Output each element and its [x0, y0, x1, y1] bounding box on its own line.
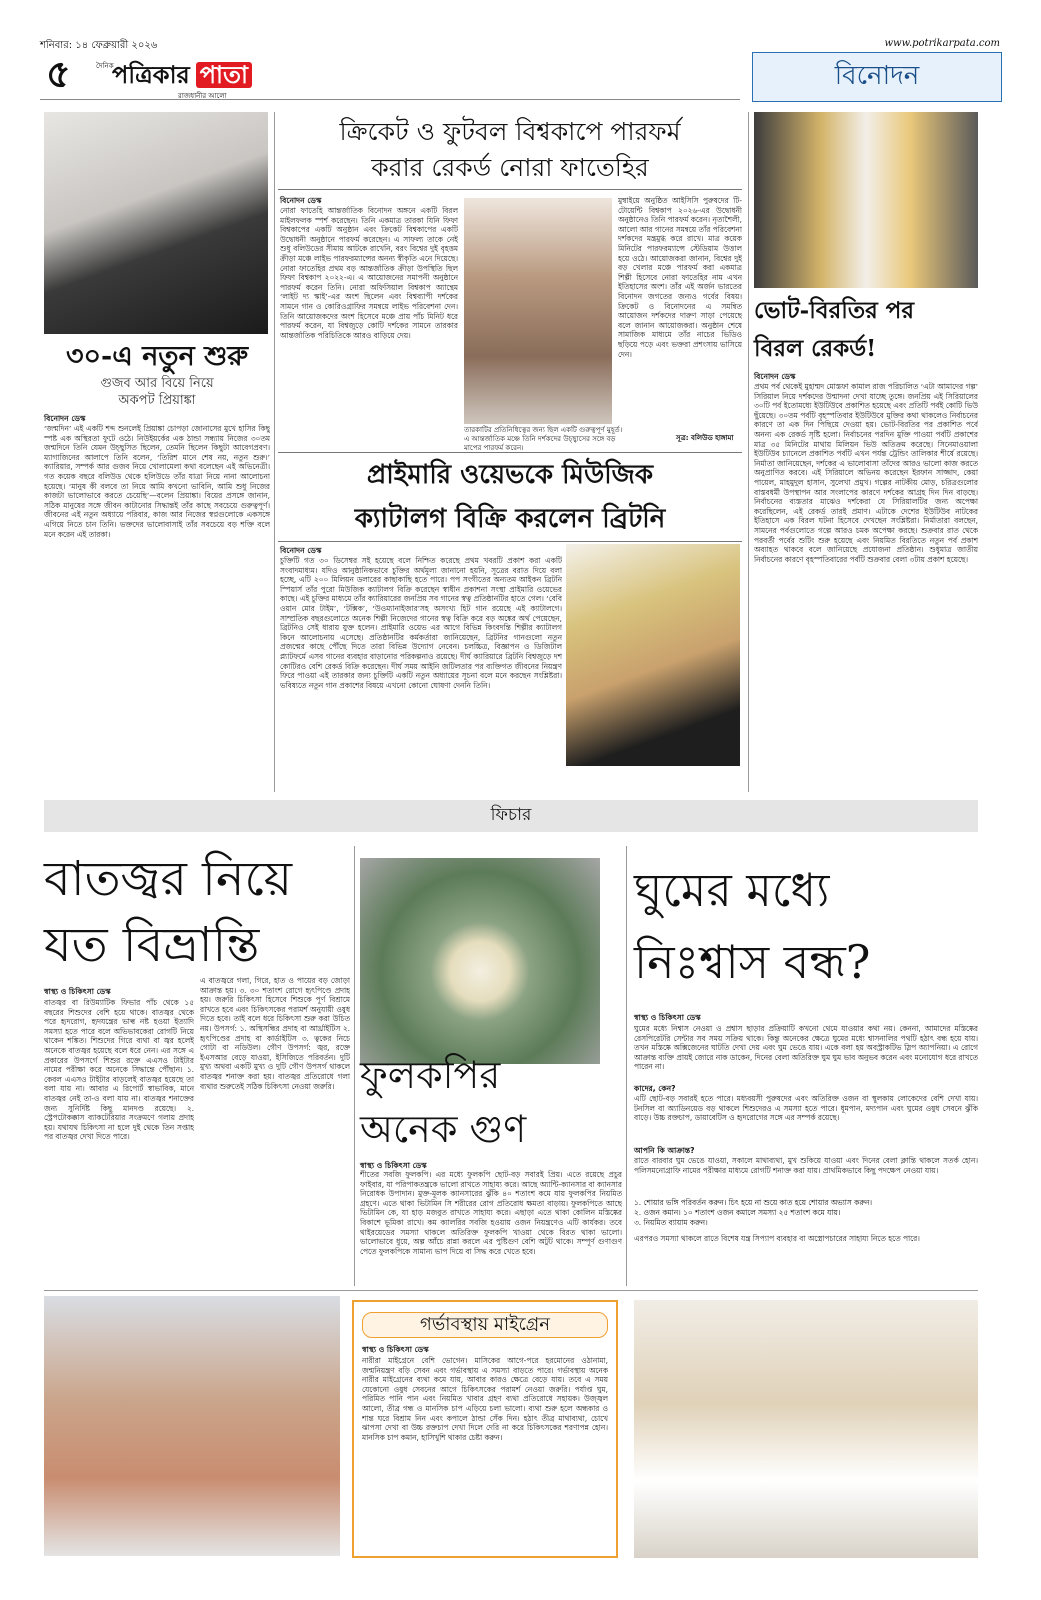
column-divider-left	[274, 112, 275, 792]
vote-headline	[754, 292, 978, 368]
cauliflower-headline-1: ফুলকপির	[360, 1053, 501, 1097]
sleep-desk: স্বাস্থ্য ও চিকিৎসা ডেস্ক	[634, 1013, 701, 1022]
headache-photo	[44, 1296, 340, 1556]
newspaper-logo[interactable]	[96, 62, 252, 88]
sleep-headline-2: নিঃশ্বাস বন্ধ?	[634, 935, 871, 989]
feature-section-bar: ফিচার	[44, 800, 978, 832]
cauliflower-body: শীতের সবজি ফুলকপি। এর মধ্যে ফুলকপি ছোট-বড় সবারই প্রিয়। এতে রয়েছে প্রচুর ফাইবার, যা পরিপাকতন্ত্রকে ভালো রাখতে সাহায্য করে। আছে অ্যান্টি-ক্যানসার বা ক্যানসার নিরোধক উপাদান। মুক্ত-মূলক ক্যানসারের ঝুঁকি ৪০ শতাংশ কমে যায় ফুলকপির নিয়মিত গ্রহণে। এতে থাকা ভিটামিন সি শরীরের রোগ প্রতিরোধ ক্ষমতা বাড়ায়। ফুলকপিতে আছে ভিটামিন কে, যা হাড় মজবুত রাখতে সাহায্য করে। এছাড়া এতে থাকা কোলিন মস্তিষ্কের বিকাশে ভূমিকা রাখে। কম ক্যালরির সবজি হওয়ায় ওজন নিয়ন্ত্রণেও এটি কার্যকর। তবে থাইরয়েডের সমস্যা থাকলে অতিরিক্ত ফুলকপি খাওয়া থেকে বিরত থাকা ভালো। ভালোভাবে ধুয়ে, অল্প আঁচে রান্না করলে এর পুষ্টিগুণ বেশি অটুট থাকে। সম্পূর্ণ গুণাগুণ পেতে ফুলকপিকে সামান্য ভাপ দিয়ে বা সিদ্ধ করে খেতে হবে।	[360, 1170, 622, 1256]
cauliflower-desk: স্বাস্থ্য ও চিকিৎসা ডেস্ক	[360, 1161, 427, 1170]
priyanka-subheadline	[44, 375, 270, 409]
nora-photo-caption: তারকাটির প্রতিনিধিত্বের জন্য ছিল একটি গুরুত্বপূর্ণ মুহূর্ত। এ আন্তর্জাতিক মঞ্চে তিনি দর্শকদের উচ্ছ্বাসের সঙ্গে বড় মাপের পারফর্ম করেন।	[464, 426, 623, 452]
priyanka-desk: বিনোদন ডেস্ক	[44, 414, 86, 423]
migraine-body: নারীরা মাইগ্রেনে বেশি ভোগেন। মাসিকের আগে-পরে হরমোনের ওঠানামা, জন্মনিয়ন্ত্রণ বড়ি সেবন এবং গর্ভাবস্থায় এ সমস্যা বাড়তে পারে। গর্ভাবস্থায় অনেক নারীর মাইগ্রেনের ব্যথা কমে যায়, আবার কারও ক্ষেত্রে বেড়ে যায়। তবে এ সময় যেকোনো ওষুধ সেবনের আগে চিকিৎসকের পরামর্শ নেওয়া জরুরি। পর্যাপ্ত ঘুম, পরিমিত পানি পান এবং নিয়মিত খাবার গ্রহণ ব্যথা প্রতিরোধে সহায়ক। উজ্জ্বল আলো, তীব্র গন্ধ ও মানসিক চাপ এড়িয়ে চলা ভালো। ব্যথা শুরু হলে অন্ধকার ও শান্ত ঘরে বিশ্রাম নিন এবং কপালে ঠান্ডা সেঁক দিন। হঠাৎ তীব্র মাথাব্যথা, চোখে ঝাপসা দেখা বা উচ্চ রক্তচাপ দেখা দিলে দেরি না করে চিকিৎসকের শরণাপন্ন হোন। মানসিক চাপ কমান, হাসিখুশি থাকার চেষ্টা করুন।	[362, 1356, 608, 1442]
sleep-tip-1: ১. শোয়ার ভঙ্গি পরিবর্তন করুন। চিৎ হয়ে না শুয়ে কাত হয়ে শোয়ার অভ্যাস করুন।	[634, 1198, 873, 1207]
nora-body-left: নোরা ফাতেহি আন্তর্জাতিক বিনোদন অঙ্গনে একটি বিরল মাইলফলক স্পর্শ করেছেন। তিনি একমাত্র তারকা যিনি ফিফা বিশ্বকাপের একটি অনুষ্ঠান এবং ক্রিকেট বিশ্বকাপের একটি উদ্বোধনী অনুষ্ঠানে পারফর্ম করেছেন। এ সাফল্য তাকে নেই শুধু বলিউডের সীমায় আটকে রাখেনি, বরং বিশ্বের দুই বৃহত্তম ক্রীড়া মঞ্চে লাইভ পারফরম্যান্সের অনন্য স্বীকৃতি এনে দিয়েছে। নোরা ফাতেহির প্রথম বড় আন্তর্জাতিক ক্রীড়া উপস্থিতি ছিল ফিফা বিশ্বকাপ ২০২২-এ। এ আয়োজনের সমাপনী অনুষ্ঠানে পারফর্ম করেন তিনি। নোরা অফিসিয়াল বিশ্বকাপ অ্যান্থেম ‘লাইট দ্য স্কাই’-এর অংশ ছিলেন এবং বিশ্বব্যাপী দর্শকের সামনে গান ও কোরিওগ্রাফির সমন্বয়ে লাইভ পরিবেশনা দেন। তিনি আয়োজকদের অংশ হিসেবে মঞ্চে প্রায় পাঁচ মিনিট ধরে পারফর্ম করেন, যা বিশ্বজুড়ে কোটি দর্শকের সামনে তারকার আন্তর্জাতিক পরিচিতিকে আরও বাড়িয়ে দেয়।	[280, 206, 458, 340]
fever-headline	[44, 846, 344, 978]
sleep-a2: রাতে বারবার ঘুম ভেঙে যাওয়া, সকালে মাথাব্যথা, মুখ শুকিয়ে যাওয়া এবং দিনের বেলা ক্লান্তি থাকলে সতর্ক হোন। পলিসমনোগ্রাফি নামের পরীক্ষার মাধ্যমে রোগটি শনাক্ত করা যায়। প্রাথমিকভাবে কিছু পদক্ষেপ নেওয়া যায়।	[634, 1156, 978, 1175]
sleep-outro: এরপরও সমস্যা থাকলে রাতে বিশেষ যন্ত্র সিপ্যাপ ব্যবহার বা অস্ত্রোপচারের সাহায্য নিতে হতে পারে।	[634, 1234, 920, 1243]
sleep-q1: কাদের, কেন?	[634, 1084, 676, 1093]
drama-cast-photo	[754, 112, 978, 288]
vote-headline-2: বিরল রেকর্ড!	[754, 335, 877, 362]
britney-headline-1: প্রাইমারি ওয়েভকে মিউজিক	[366, 460, 654, 490]
nora-headline-2: করার রেকর্ড নোরা ফাতেহির	[371, 153, 649, 182]
sleep-tips	[634, 1198, 978, 1228]
britney-desk: বিনোদন ডেস্ক	[280, 546, 322, 555]
britney-headline-2: ক্যাটালগ বিক্রি করলেন ব্রিটনি	[354, 504, 666, 534]
feature-divider-1	[354, 846, 355, 1286]
nora-photo	[464, 198, 612, 424]
sleep-headline	[634, 854, 978, 998]
fever-desk: স্বাস্থ্য ও চিকিৎসা ডেস্ক	[44, 987, 111, 996]
cauliflower-headline	[360, 1048, 600, 1156]
fever-headline-2: যত বিভ্রান্তি	[44, 917, 260, 973]
fever-body-left: বাতজ্বর বা রিউম্যাটিক ফিভার পাঁচ থেকে ১৫ বছরের শিশুদের বেশি হয়ে থাকে। বাতজ্বর থেকে পরে হৃদরোগ, হৃদযন্ত্রের ভাল্ব নষ্ট হওয়া ইত্যাদি সমস্যা হতে পারে বলে অভিভাবকেরা রোগটি নিয়ে থাকেন শঙ্কিত। শিশুদের গিরে ব্যথা বা জ্বর হলেই অনেকে বাতজ্বর হয়েছে বলে ধরে নেন। এর সঙ্গে এ প্রকারের উপসর্গে শিশুর রক্তে এএসও টাইটার নামের পরীক্ষা করে অনেকে সিদ্ধান্তে পৌঁছান। ১. কেবল এএসও টাইটার বাড়লেই বাতজ্বর হয়েছে তা বলা যায় না। আবার এ রিপোর্ট স্বাভাবিক, মানে বাতজ্বর নেই তা-ও বলা যায় না। বাতজ্বর শনাক্তের জন্য সুনির্দিষ্ট কিছু মানদণ্ড রয়েছে। ২. স্ট্রেপটোকক্কাস ব্যাকটেরিয়ার সংক্রমণে গলায় প্রদাহ হয়। যথাযথ চিকিৎসা না হলে দুই থেকে তিন সপ্তাহ পর বাতজ্বর দেখা দিতে পারে।	[44, 998, 194, 1142]
feature-divider-2	[626, 846, 627, 1286]
page-number: ৫	[46, 51, 71, 96]
vote-body: প্রথম পর্ব থেকেই মুহাম্মদ মোস্তফা কামাল রাজ পরিচালিত ‘এটা আমাদের গল্প’ সিরিয়াল নিয়ে দর্শকদের উন্মাদনা দেখা যাচ্ছে তুঙ্গে। জনপ্রিয় এই সিরিয়ালের ৩০টি পর্ব ইতোমধ্যে ইউটিউবে প্রকাশিত হয়েছে এবং প্রতিটি পর্বই কোটি ভিউ ছুঁয়েছে। ৩০তম পর্বটি বৃহস্পতিবার ইউটিউবে মুক্তির কথা থাকলেও নির্বাচনের কারণে তা এক দিন পিছিয়ে দেওয়া হয়। ভোট-বিরতির পর প্রকাশিত পর্বে অনন্য এক রেকর্ড সৃষ্টি হলো। নির্বাচনের পরদিন মুক্তি পাওয়া পর্বটি প্রকাশের মাত্র ৩৫ মিনিটের মাথায় মিলিয়ন ভিউ অতিক্রম করেছে। সিনেমাওয়ালা ইউটিউব চ্যানেলে প্রকাশিত পর্বটি এখন পর্যন্ত ট্রেন্ডিং তালিকার শীর্ষে রয়েছে। নির্মাতা জানিয়েছেন, দর্শকের এ ভালোবাসা তাঁদের আরও ভালো কাজ করতে অনুপ্রাণিত করবে। এই সিরিয়ালে অভিনয় করেছেন ইরফান সাজ্জাদ, কেয়া পায়েল, মাহমুদুল হাসান, সুলেখা প্রমুখ। গল্পের নাটকীয় মোড়, চরিত্রগুলোর বাস্তবধর্মী উপস্থাপন আর সংলাপের কারণে দর্শকের আগ্রহ দিন দিন বাড়ছে। নির্বাচনের ব্যস্ততার মাঝেও দর্শকেরা যে সিরিয়ালটির জন্য অপেক্ষা করেছিলেন, এই রেকর্ড তারই প্রমাণ। এটাকে দেশের ইউটিউব নাটকের ইতিহাসে এক বিরল ঘটনা হিসেবে দেখছেন সংশ্লিষ্টরা। নির্মাতারা বলছেন, সামনের পর্বগুলোতে গল্পে আরও চমক অপেক্ষা করছে। শুক্রবার রাত থেকে পরবর্তী পর্বের শুটিং শুরু হয়েছে এবং নিয়মিত বিরতিতে নতুন পর্ব প্রকাশ অব্যাহত থাকবে বলে জানিয়েছে প্রযোজনা প্রতিষ্ঠান। শুধুমাত্র জাতীয় নির্বাচনের কারণে বৃহস্পতিবারের পর্বটি শুক্রবার বেলা ৩টায় প্রকাশ হয়েছে।	[754, 382, 978, 564]
priyanka-headline: ৩০-এ নতুন শুরু	[65, 341, 249, 372]
logo-text-a: পত্রিকার	[112, 60, 190, 89]
website-link[interactable]: www.potrikarpata.com	[884, 38, 1000, 49]
migraine-desk: স্বাস্থ্য ও চিকিৎসা ডেস্ক	[362, 1345, 429, 1354]
vote-desk: বিনোদন ডেস্ক	[754, 372, 796, 381]
priyanka-subheadline-1: গুজব আর বিয়ে নিয়ে	[100, 376, 214, 391]
britney-photo	[566, 544, 740, 766]
priyanka-couple-photo	[44, 112, 268, 334]
nora-desk: বিনোদন ডেস্ক	[280, 196, 322, 205]
fever-headline-1: বাতজ্বর নিয়ে	[44, 851, 293, 907]
issue-date: শনিবার: ১৪ ফেব্রুয়ারী ২০২৬	[40, 40, 158, 51]
cauliflower-photo	[360, 858, 600, 1064]
priyanka-body: ‘জন্মদিন’ এই একটি শব্দ শুনলেই প্রিয়াঙ্কা চোপড়া জোনাসের মুখে হাসির কিছু স্পষ্ট এক অস্থিরতা ফুটে ওঠে। নিউইয়র্কের এক ঠান্ডা সন্ধ্যায় নিজের ৩০তম জন্মদিনে তিনি যেমন উচ্ছ্বসিত ছিলেন, তেমনি ছিলেন কিছুটা আবেগপ্রবণ। ম্যাগাজিনের আলাপে তিনি বলেন, ‘তিরিশ মানে শেষ নয়, নতুন শুরু।’ ক্যারিয়ার, সম্পর্ক আর গুজব নিয়ে খোলামেলা কথা বলেছেন এই অভিনেত্রী। গত কয়েক বছরে বলিউড থেকে হলিউডে তাঁর যাত্রা নিয়ে নানা আলোচনা হয়েছে। ‘মানুষ কী বলবে তা নিয়ে আমি কখনো ভাবিনি, আমি শুধু নিজের কাজটা ভালোভাবে করতে চেয়েছি’—বলেন প্রিয়াঙ্কা। বিয়ের প্রসঙ্গে জানান, সঠিক মানুষের সঙ্গে জীবন কাটানোর সিদ্ধান্তই তাঁর কাছে সবচেয়ে গুরুত্বপূর্ণ। জীবনের এই নতুন অধ্যায়ে পরিবার, কাজ আর নিজের স্বপ্নগুলোকে একসঙ্গে এগিয়ে নিতে চান তিনি। ভক্তদের ভালোবাসাই তাঁর সবচেয়ে বড় শক্তি বলে মনে করেন এই তারকা।	[44, 424, 270, 539]
nora-headline	[278, 114, 742, 190]
logo-subtitle: রাজধানীর আলো	[178, 92, 227, 100]
britney-body: চুক্তিটি গত ৩০ ডিসেম্বর সই হয়েছে বলে নিশ্চিত করেছে প্রথম খবরটি প্রকাশ করা একটি সংবাদমাধ্যম। যদিও আনুষ্ঠানিকভাবে চুক্তির অর্থমূল্য জানানো হয়নি, সূত্রের বরাত দিয়ে বলা হচ্ছে, এটি ২০০ মিলিয়ন ডলারের কাছাকাছি হতে পারে। পপ সংগীতের অন্যতম আইকন ব্রিটনি স্পিয়ার্স তাঁর পুরো মিউজিক ক্যাটালগ বিক্রি করেছেন স্বাধীন প্রকাশনা সংস্থা প্রাইমারি ওয়েভের কাছে। এই চুক্তির মাধ্যমে তাঁর ক্যারিয়ারের জনপ্রিয় সব গানের স্বত্ব প্রতিষ্ঠানটির হাতে গেল। ‘বেবি ওয়ান মোর টাইম’, ‘টক্সিক’, ‘উওম্যানাইজার’সহ অসংখ্য হিট গান রয়েছে এই ক্যাটালগে। সাম্প্রতিক বছরগুলোতে অনেক শিল্পী নিজেদের গানের স্বত্ব বিক্রি করে বড় অঙ্কের অর্থ পেয়েছেন, ব্রিটনিও সেই ধারায় যুক্ত হলেন। প্রাইমারি ওয়েভ এর আগে বিভিন্ন কিংবদন্তি শিল্পীর ক্যাটালগ কিনে আলোচনায় এসেছে। প্রতিষ্ঠানটির কর্মকর্তারা জানিয়েছেন, ব্রিটনির গানগুলো নতুন প্রজন্মের কাছে পৌঁছে দিতে তারা বিভিন্ন উদ্যোগ নেবেন। চলচ্চিত্র, বিজ্ঞাপন ও ডিজিটাল প্ল্যাটফর্মে এসব গানের ব্যবহার বাড়ানোর পরিকল্পনাও রয়েছে। দীর্ঘ ক্যারিয়ারে ব্রিটনি বিশ্বজুড়ে দশ কোটিরও বেশি রেকর্ড বিক্রি করেছেন। দীর্ঘ সময় আইনি জটিলতার পর ব্যক্তিগত জীবনের নিয়ন্ত্রণ ফিরে পাওয়া এই তারকার জন্য চুক্তিটি একটি নতুন অধ্যায়ের সূচনা বলে মনে করছেন সংশ্লিষ্টরা। ভবিষ্যতে নতুন গান প্রকাশের বিষয়ে এখনো কোনো ঘোষণা দেননি তিনি।	[280, 556, 562, 690]
nora-headline-1: ক্রিকেট ও ফুটবল বিশ্বকাপে পারফর্ম	[339, 117, 681, 146]
column-divider-right	[748, 112, 749, 792]
sleep-q2: আপনি কি আক্রান্ত?	[634, 1146, 695, 1155]
priyanka-subheadline-2: অকপট প্রিয়াঙ্কা	[118, 393, 196, 408]
fever-body-right: এ বাতজ্বরে গলা, গিরে, হাত ও পায়ের বড় জোড়া আক্রান্ত হয়। ৩. ৩০ শতাংশ রোগে হৃৎপিণ্ডে প্রদাহ হয়। জরুরি চিকিৎসা হিসেবে শিশুকে পূর্ণ বিশ্রামে রাখতে হবে এবং চিকিৎসকের পরামর্শ অনুযায়ী ওষুধ দিতে হবে। তাই বলে ধরে চিকিৎসা শুরু করা উচিত নয়। উপসর্গ: ১. অস্থিসন্ধির প্রদাহ বা আর্থ্রাইটিস ২. হৃৎপিণ্ডের প্রদাহ বা কার্ডাইটিস ৩. ত্বকের নিচে গোটা বা নডিউল। গৌণ উপসর্গ: জ্বর, রক্তে ইএসআর বেড়ে যাওয়া, ইসিজিতে পরিবর্তন। দুটি মুখ্য অথবা একটি মুখ্য ও দুটি গৌণ উপসর্গ থাকলে বাতজ্বর শনাক্ত করা হয়। বাতজ্বর প্রতিরোধে গলা ব্যথার শুরুতেই সঠিক চিকিৎসা নেওয়া জরুরি।	[200, 976, 350, 1091]
migraine-title: গর্ভাবস্থায় মাইগ্রেন	[362, 1312, 608, 1338]
sleeping-woman-photo	[634, 1300, 978, 1558]
britney-headline	[278, 452, 742, 542]
sleep-tip-2: ২. ওজন কমান। ১০ শতাংশ ওজন কমালে সমস্যা ২৫ শতাংশ কমে যায়।	[634, 1208, 841, 1217]
vote-headline-1: ভোট-বিরতির পর	[754, 297, 915, 324]
nora-body-right: মুম্বাইয়ে অনুষ্ঠিত আইসিসি পুরুষদের টি-টোয়েন্টি বিশ্বকাপ ২০২৬-এর উদ্বোধনী অনুষ্ঠানেও তিনি পারফর্ম করেন। নৃত্যশৈলী, আলো আর গানের সমন্বয়ে তাঁর পরিবেশনা দর্শকদের মন্ত্রমুগ্ধ করে রাখে। মাত্র কয়েক মিনিটের পারফরম্যান্সে স্টেডিয়াম উত্তাল হয়ে ওঠে। আয়োজকরা জানান, বিশ্বের দুই বড় খেলার মঞ্চে পারফর্ম করা একমাত্র শিল্পী হিসেবে নোরা ফাতেহির নাম এখন ইতিহাসের অংশ। তাঁর এই অর্জন ভারতের বিনোদন জগতের জন্যও গর্বের বিষয়। ক্রিকেট ও বিনোদনের এ সমন্বিত আয়োজন দর্শকদের দারুণ সাড়া পেয়েছে বলে জানান আয়োজকরা। অনুষ্ঠান শেষে সামাজিক মাধ্যমে তাঁর নাচের ভিডিও ছড়িয়ে পড়ে এবং ভক্তরা প্রশংসায় ভাসিয়ে দেন।	[618, 196, 742, 359]
sleep-a1: এটি ছোট-বড় সবারই হতে পারে। মধ্যবয়সী পুরুষদের এবং অতিরিক্ত ওজন বা স্থূলকায় লোকেদের বেশি দেখা যায়। টনসিল বা অ্যাডিনয়েড বড় থাকলে শিশুদেরও এ সমস্যা হতে পারে। ধূমপান, মদ্যপান এবং ঘুমের ওষুধ সেবনে ঝুঁকি বাড়ে। উচ্চ রক্তচাপ, ডায়াবেটিস ও হৃদরোগের সঙ্গে এর সম্পর্ক রয়েছে।	[634, 1094, 978, 1123]
bottom-row-rule	[44, 1290, 978, 1291]
sleep-tip-3: ৩. নিয়মিত ব্যায়াম করুন।	[634, 1218, 708, 1227]
section-banner: বিনোদন	[752, 52, 1002, 102]
sleep-headline-1: ঘুমের মধ্যে	[634, 863, 830, 917]
sleep-intro: ঘুমের মধ্যে নিশ্বাস নেওয়া ও প্রশ্বাস ছাড়ার প্রক্রিয়াটি কখনো থেমে যাওয়ার কথা নয়। কেননা, আমাদের মস্তিষ্কের রেসপিরেটরি সেন্টার সব সময় সক্রিয় থাকে। কিন্তু অনেকের ক্ষেত্রে ঘুমের মধ্যে শ্বাসনালির পথটি হঠাৎ বন্ধ হয়ে যায়। তখন মস্তিষ্কে অক্সিজেনের ঘাটতি দেখা দেয় এবং ঘুম ভেঙে যায়। একে বলা হয় অবস্ট্রাকটিভ স্লিপ অ্যাপনিয়া। এ রোগে আক্রান্ত ব্যক্তি প্রায়ই জোরে নাক ডাকেন, দিনের বেলা অতিরিক্ত ঘুম ঘুম ভাব অনুভব করেন এবং মনোযোগ ধরে রাখতে পারেন না।	[634, 1024, 978, 1072]
logo-daily: দৈনিক	[96, 62, 114, 70]
logo-text-b: পাতা	[196, 62, 252, 88]
nora-source: সূত্র: বলিউড হাঙ্গামা	[676, 434, 734, 442]
cauliflower-headline-2: অনেক গুণ	[360, 1107, 527, 1151]
